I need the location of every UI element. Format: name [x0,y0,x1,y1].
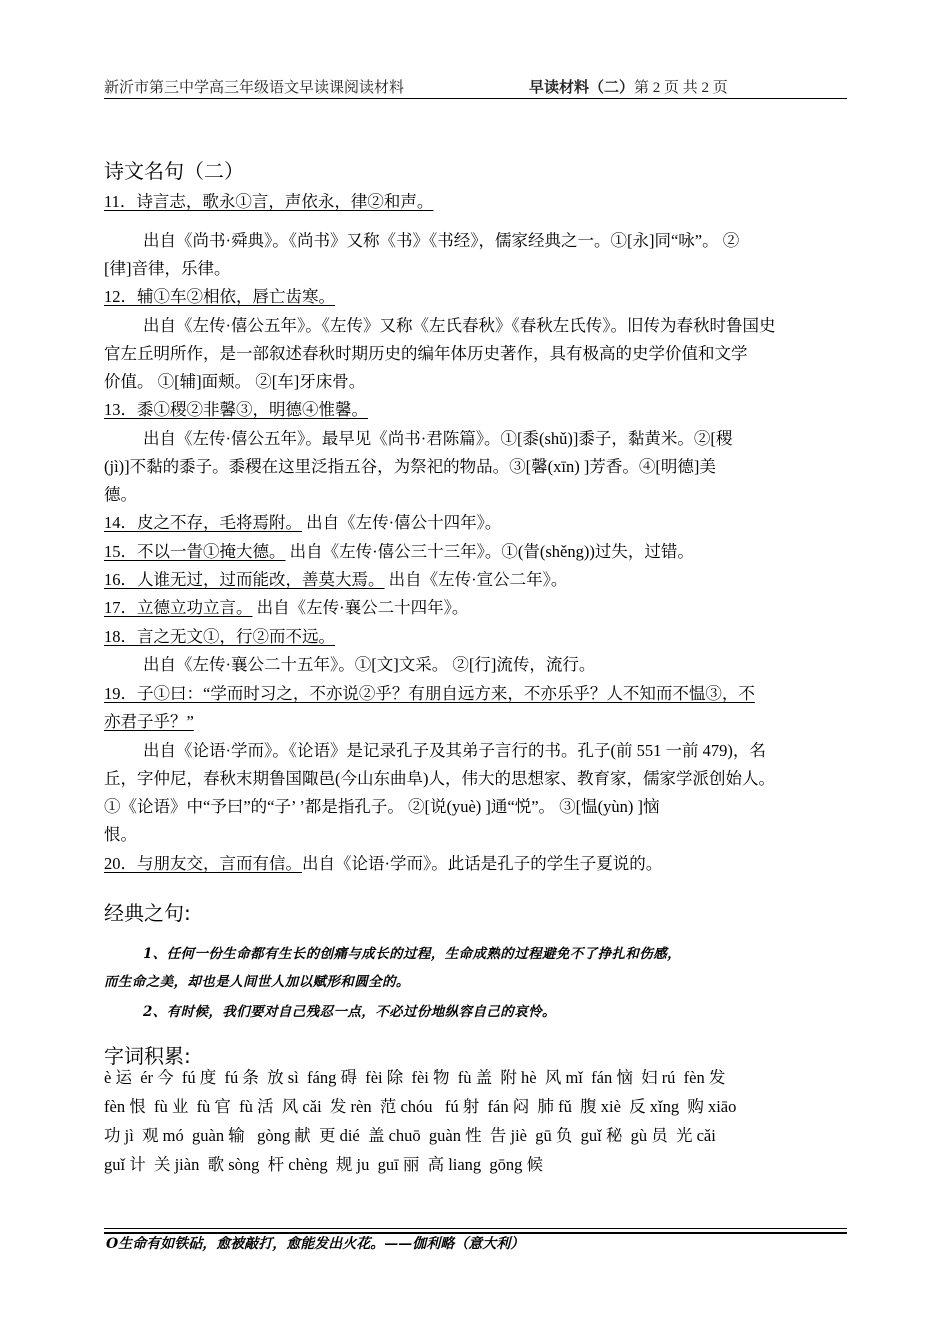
quote-text: 19．子①曰：“学而时习之，不亦说②乎？有朋自远方来，不亦乐乎？人不知而不愠③，不 [104,684,755,703]
annotation-text: 出自《尚书·舜典》。《尚书》又称《书》《书经》，儒家经典之一。①[永]同“咏”。 ② [143,231,740,250]
poetry-line [104,623,847,651]
poetry-line [143,312,847,340]
poetry-line [104,396,847,424]
annotation-text: 出自《论语·学而》。《论语》是记录孔子及其弟子言行的书。孔子(前 551 一前 479)，名 [143,741,766,760]
quote-text: 14．皮之不存，毛将焉附。 [104,513,302,532]
classic-sentence-line: 2、有时候，我们要对自己残忍一点，不必过份地纵容自己的哀怜。 [143,1004,556,1020]
poetry-line [143,651,847,679]
header-divider [104,98,847,99]
annotation-text: [律]音律，乐律。 [104,259,231,278]
annotation-text: ①《论语》中“予曰”的“子’ ’都是指孔子。 ②[说(yuè) ]通“悦”。 ③[愠(yùn) ]恼 [104,797,660,816]
quote-text: 15．不以一眚①掩大德。 [104,542,286,561]
poetry-line [104,821,847,849]
annotation-text: 出自《左传·僖公三十三年》。①(眚(shěng))过失，过错。 [285,542,694,561]
poetry-line [104,340,847,368]
poetry-line [104,850,847,878]
quote-text: 亦君子乎？” [104,712,194,731]
vocab-line: 功 jì 观 mó guàn 输 gòng 献 更 dié 盖 chuō guàn 性 告 jiè gū 负 guǐ 秘 gù 员 光 cǎi [104,1126,716,1145]
poetry-line [104,708,847,736]
page-header [104,76,847,98]
poetry-line [104,566,847,594]
poetry-line [143,425,847,453]
annotation-text: 德。 [104,485,137,504]
annotation-text: 出自《左传·僖公五年》。《左传》又称《左氏春秋》《春秋左氏传》。旧传为春秋时鲁国史 [143,316,776,335]
section-title-classic: 经典之句: [104,901,191,925]
header-page-number: 第 2 页 共 2 页 [634,80,728,96]
annotation-text: (jì)]不黏的黍子。黍稷在这里泛指五谷，为祭祀的物品。③[馨(xīn) ]芳香。④[明德]美 [104,457,716,476]
quote-text: 20．与朋友交，言而有信。 [104,854,302,873]
poetry-line [104,481,847,509]
poetry-line [104,765,847,793]
poetry-line [104,793,847,821]
poetry-line [104,538,847,566]
annotation-text: 出自《左传·宣公二年》。 [384,570,568,589]
annotation-text: 价值。 ①[辅]面颊。 ②[车]牙床骨。 [104,372,366,391]
poetry-line [104,188,847,216]
annotation-text: 官左丘明所作，是一部叙述春秋时期历史的编年体历史著作，具有极高的史学价值和文学 [104,344,748,363]
poetry-line [104,255,847,283]
header-page-info [529,76,728,97]
classic-sentence-line: 1、任何一份生命都有生长的创痛与成长的过程，生命成熟的过程避免不了挣扎和伤感， [143,946,681,962]
section-title-vocab: 字词积累: [104,1044,191,1068]
header-school-title: 新沂市第三中学高三年级语文早读课阅读材料 [104,80,405,96]
poetry-line [104,368,847,396]
poetry-line [104,283,847,311]
footer-quote: O生命有如铁砧，愈被敲打，愈能发出火花。——伽利略（意大利） [106,1236,525,1252]
poetry-line [143,227,847,255]
quote-text: 12．辅①车②相依，唇亡齿寒。 [104,287,335,306]
annotation-text: 出自《左传·僖公十四年》。 [302,513,502,532]
quote-text: 16．人谁无过，过而能改，善莫大焉。 [104,570,385,589]
annotation-text: 丘，字仲尼，春秋末期鲁国陬邑(今山东曲阜)人，伟大的思想家、教育家，儒家学派创始人。 [104,769,775,788]
section-title-poetry: 诗文名句（二） [104,159,244,183]
vocab-line: fèn 恨 fù 业 fù 官 fù 活 风 cǎi 发 rèn 范 chóu fú 射 fán 闷 肺 fǔ 腹 xiè 反 xǐng 购 xiāo [104,1097,737,1116]
annotation-text: 出自《论语·学而》。此话是孔子的学生子夏说的。 [302,854,663,873]
annotation-text: 出自《左传·襄公二十五年》。①[文]文采。 ②[行]流传，流行。 [143,655,596,674]
annotation-text: 出自《左传·襄公二十四年》。 [252,598,469,617]
classic-sentence-line: 而生命之美，却也是人间世人加以赋形和圆全的。 [104,974,410,990]
quote-text: 11．诗言志，歌永①言，声依永，律②和声。 [104,192,434,211]
quote-text: 18．言之无文①，行②而不远。 [104,627,335,646]
vocab-line: è 运 ér 今 fú 度 fú 条 放 sì fáng 碍 fèi 除 fèi 物 fù 盖 附 hè 风 mǐ fán 恼 妇 rú fèn 发 [104,1068,726,1087]
poetry-line [143,737,847,765]
annotation-text: 恨。 [104,825,137,844]
quote-text: 17．立德立功立言。 [104,598,253,617]
poetry-line [104,453,847,481]
poetry-line [104,509,847,537]
annotation-text: 出自《左传·僖公五年》。最早见《尚书·君陈篇》。①[黍(shǔ)]黍子，黏黄米。②[稷 [143,429,733,448]
header-material-title: 早读材料（二） [529,80,635,96]
poetry-line [104,594,847,622]
vocab-line: guǐ 计 关 jiàn 歌 sòng 杆 chèng 规 ju guī 丽 高 liang gōng 候 [104,1155,544,1174]
poetry-line [104,680,847,708]
quote-text: 13．黍①稷②非馨③，明德④惟馨。 [104,400,368,419]
footer-divider-thin [104,1228,847,1229]
